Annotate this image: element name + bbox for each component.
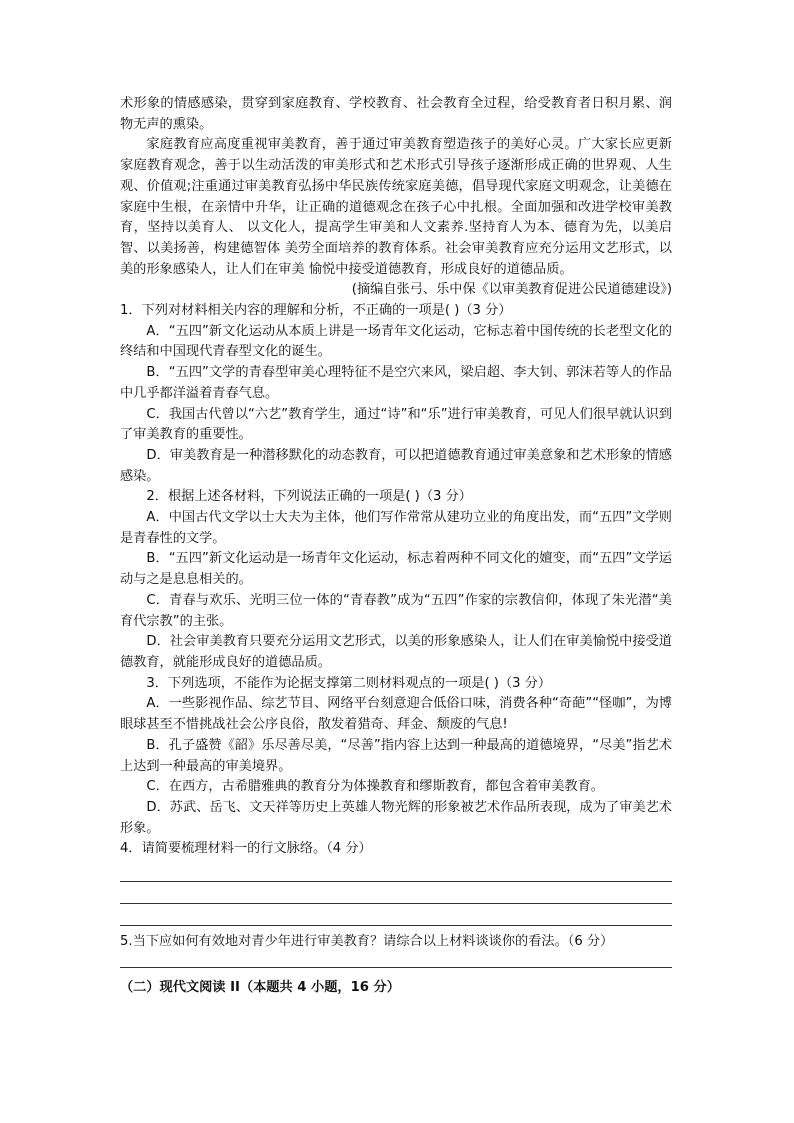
question-2-option-d: D．社会审美教育只要充分运用文艺形式，以美的形象感染人，让人们在审美愉悦中接受道德教育，就能形成良好的道德品质。 — [120, 634, 672, 670]
answer-line[interactable] — [120, 882, 672, 904]
question-4-stem: 4．请简要梳理材料一的行文脉络。（4 分） — [120, 841, 372, 857]
answer-line[interactable] — [120, 953, 672, 968]
passage-paragraph-2: 家庭教育应高度重视审美教育，善于通过审美教育塑造孩子的美好心灵。广大家长应更新家庭教育观念，善于以生动活泼的审美形式和艺术形式引导孩子逐渐形成正确的世界观、人生观、价值观;注重通过审美教育弘扬中华民族传统家庭美德，倡导现代家庭文明观念，让美德在家庭中生根，在亲情中升华，让正确的道德观念在孩子心中扎根。全面加强和改进学校审美教育，坚持以美育人、 以文化人，提高学生审美和人文素养.坚持育人为本、德育为先，以美启智、以美扬善，构建德智体 美劳全面培养的教育体系。社会审美教育应充分运用文艺形式，以美的形象感染人，让人们在审美 愉悦中接受道德教育，形成良好的道德品质。 — [120, 137, 672, 277]
question-2-option-a: A．中国古代文学以士大夫为主体，他们写作常常从建功立业的角度出发，而“五四”文学则是青春性的文学。 — [120, 510, 672, 546]
question-5-stem: 5.当下应如何有效地对青少年进行审美教育？请综合以上材料谈谈你的看法。（6 分） — [120, 934, 614, 950]
exam-page — [120, 94, 672, 998]
question-1-stem: 1．下列对材料相关内容的理解和分析，不正确的一项是( )（3 分） — [120, 303, 512, 319]
question-1-option-d: D．审美教育是一种潜移默化的动态教育，可以把道德教育通过审美意象和艺术形象的情感感染。 — [120, 447, 672, 484]
passage-paragraph-1: 术形象的情感感染，贯穿到家庭教育、学校教育、社会教育全过程，给受教育者日积月累、润物无声的熏染。 — [120, 96, 672, 132]
question-2-option-b: B．“五四”新文化运动是一场青年文化运动，标志着两种不同文化的嬗变，而“五四”文学运动与之是息息相关的。 — [120, 551, 672, 588]
answer-line[interactable] — [120, 904, 672, 926]
question-3-option-c: C．在西方，古希腊雅典的教育分为体操教育和缪斯教育，都包含着审美教育。 — [146, 779, 604, 795]
question-1-option-b: B．“五四”文学的青春型审美心理特征不是空穴来风，梁启超、李大钊、郭沫若等人的作品中几乎都洋溢着青春气息。 — [120, 365, 672, 401]
question-2-option-c: C．青春与欢乐、光明三位一体的“青春教”成为“五四”作家的宗教信仰，体现了朱光潜“美育代宗教”的主张。 — [120, 592, 672, 629]
passage-source: (摘编自张弓、乐中保《以审美教育促进公民道德建设》) — [351, 282, 672, 298]
question-3-option-a: A．一些影视作品、综艺节目、网络平台刻意迎合低俗口味，消费各种“奇葩”“怪咖”，为博眼球甚至不惜挑战社会公序良俗，散发着猎奇、拜金、颓废的气息! — [120, 696, 672, 733]
question-3-stem: 3．下列选项，不能作为论据支撑第二则材料观点的一项是( )（3 分） — [146, 675, 552, 691]
question-3-option-d: D．苏武、岳飞、文天祥等历史上英雄人物光辉的形象被艺术作品所表现，成为了审美艺术形象。 — [120, 799, 672, 836]
section-heading: （二）现代文阅读 II（本题共 4 小题，16 分） — [120, 979, 400, 995]
question-1-option-c: C．我国古代曾以“六艺”教育学生，通过“诗”和“乐”进行审美教育，可见人们很早就认识到了审美教育的重要性。 — [120, 406, 672, 443]
answer-line[interactable] — [120, 860, 672, 882]
question-1-option-a: A．“五四”新文化运动从本质上讲是一场青年文化运动，它标志着中国传统的长老型文化的终结和中国现代青春型文化的诞生。 — [120, 323, 672, 360]
question-2-stem: 2．根据上述各材料，下列说法正确的一项是( )（3 分） — [146, 489, 472, 505]
question-3-option-b: B．孔子盛赞《韶》乐尽善尽美，“尽善”指内容上达到一种最高的道德境界，“尽美”指艺术上达到一种最高的审美境界。 — [120, 737, 672, 774]
